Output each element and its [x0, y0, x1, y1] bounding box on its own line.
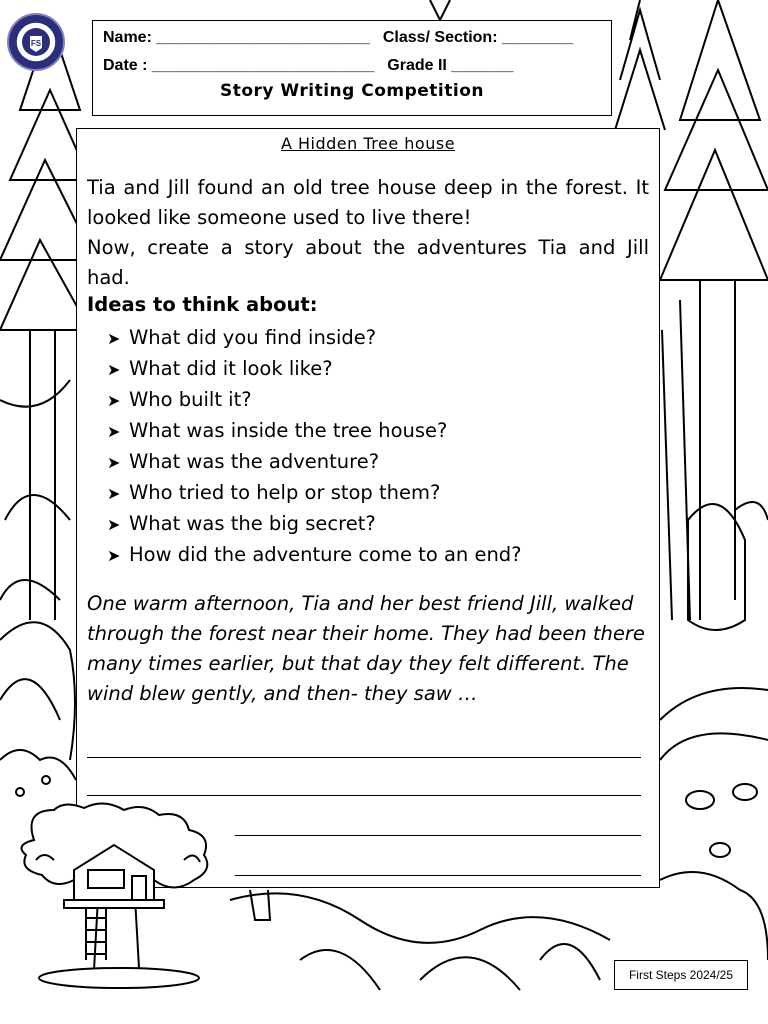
- svg-text:FS: FS: [30, 39, 42, 48]
- story-title: A Hidden Tree house: [280, 134, 456, 153]
- name-field[interactable]: Name: ________________________: [103, 29, 370, 46]
- list-item: ➤ What was inside the tree house?: [107, 416, 522, 447]
- prompt-intro-1: Tia and Jill found an old tree house deep in the forest. It looked like someone used to live there!: [87, 176, 649, 229]
- writing-line[interactable]: [235, 875, 641, 876]
- grade-field[interactable]: Grade II _______: [387, 57, 514, 74]
- arrow-bullet-icon: ➤: [107, 546, 121, 565]
- ideas-heading: Ideas to think about:: [87, 293, 318, 316]
- arrow-bullet-icon: ➤: [107, 453, 121, 472]
- arrow-bullet-icon: ➤: [107, 422, 121, 441]
- class-section-field[interactable]: Class/ Section: ________: [382, 29, 574, 46]
- treehouse-illustration: [14, 800, 224, 996]
- list-item: ➤ Who tried to help or stop them?: [107, 478, 522, 509]
- list-item: ➤ What was the adventure?: [107, 447, 522, 478]
- arrow-bullet-icon: ➤: [107, 360, 121, 379]
- date-field[interactable]: Date : _________________________: [103, 57, 375, 74]
- arrow-bullet-icon: ➤: [107, 391, 121, 410]
- footer-label: First Steps 2024/25: [614, 960, 748, 990]
- date-grade-row: [103, 57, 514, 75]
- prompt-intro-2: Now, create a story about the adventures Tia and Jill had.: [87, 236, 649, 289]
- ideas-list: [107, 323, 522, 571]
- story-starter: One warm afternoon, Tia and her best friend Jill, walked through the forest near their home. They had been there many times earlier, but that day they felt different. The wind blew gently, and then- they saw …: [87, 592, 645, 705]
- school-logo-icon: [6, 12, 66, 72]
- arrow-bullet-icon: ➤: [107, 329, 121, 348]
- writing-line[interactable]: [235, 835, 641, 836]
- story-prompt: [87, 173, 649, 293]
- arrow-bullet-icon: ➤: [107, 515, 121, 534]
- name-class-row: [103, 29, 573, 47]
- writing-line[interactable]: [87, 795, 641, 796]
- arrow-bullet-icon: ➤: [107, 484, 121, 503]
- list-item: ➤ Who built it?: [107, 385, 522, 416]
- competition-title: Story Writing Competition: [220, 81, 484, 101]
- list-item: ➤ What did it look like?: [107, 354, 522, 385]
- list-item: ➤ What did you find inside?: [107, 323, 522, 354]
- writing-line[interactable]: [87, 757, 641, 758]
- story-prompt-panel: [76, 128, 660, 888]
- student-info-header: [92, 20, 612, 116]
- list-item: ➤ What was the big secret?: [107, 509, 522, 540]
- list-item: ➤ How did the adventure come to an end?: [107, 540, 522, 571]
